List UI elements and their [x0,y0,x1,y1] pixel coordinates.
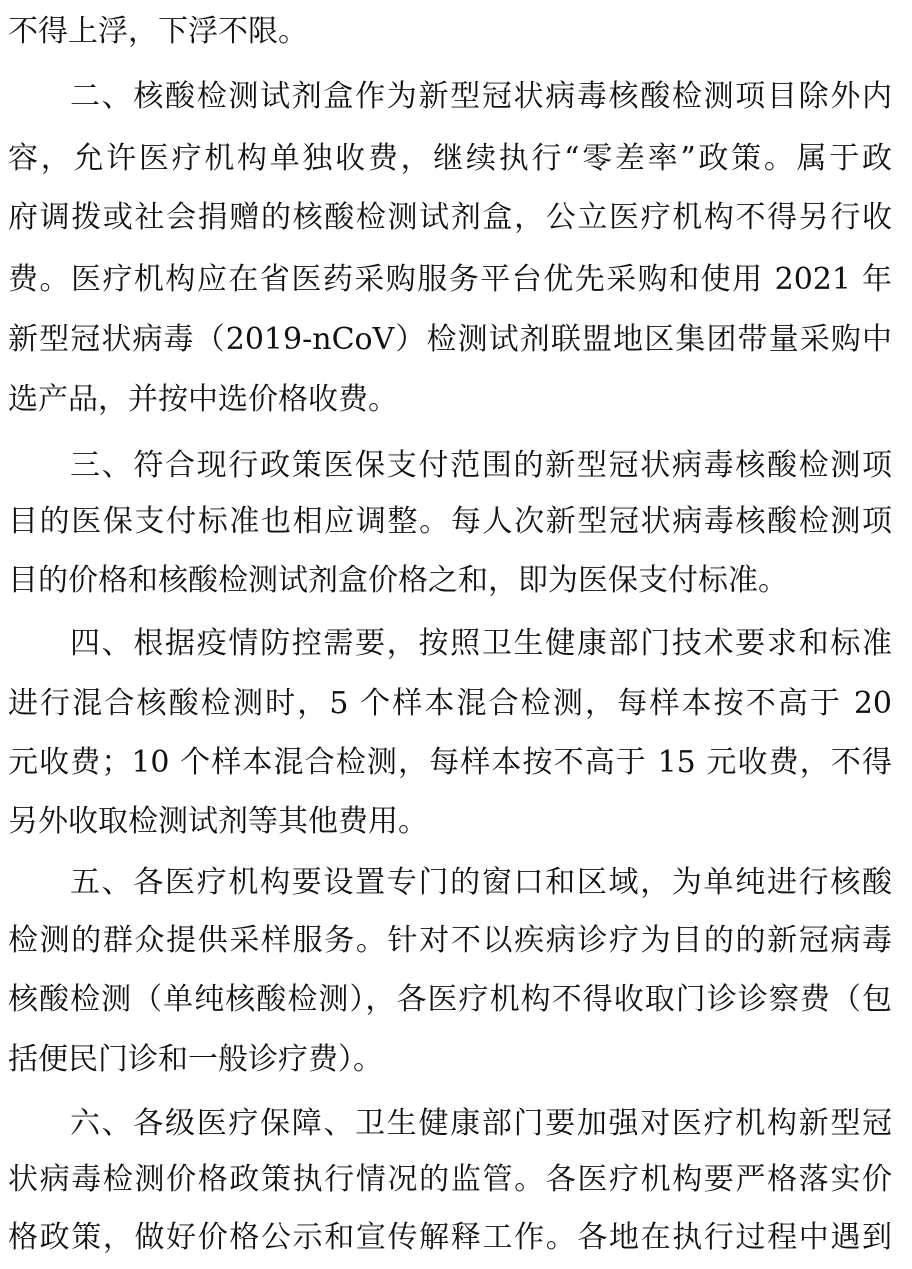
text-line: 五、各医疗机构要设置专门的窗口和区域，为单纯进行核酸 [70,865,892,900]
text-line: 括便民门诊和一般诊疗费）。 [8,1042,383,1077]
text-line: 元收费；10 个样本混合检测，每样本按不高于 15 元收费，不得 [8,745,892,780]
text-line: 状病毒检测价格政策执行情况的监管。各医疗机构要严格落实价 [8,1162,892,1197]
text-line: 目的价格和核酸检测试剂盒价格之和，即为医保支付标准。 [8,563,788,598]
text-line: 三、符合现行政策医保支付范围的新型冠状病毒核酸检测项 [70,448,892,483]
text-line: 费。医疗机构应在省医药采购服务平台优先采购和使用 2021 年 [8,262,892,297]
text-line: 另外收取检测试剂等其他费用。 [8,804,428,839]
text-line: 检测的群众提供采样服务。针对不以疾病诊疗为目的的新冠病毒 [8,923,892,958]
text-line: 不得上浮，下浮不限。 [8,14,308,49]
text-line: 府调拨或社会捐赠的核酸检测试剂盒，公立医疗机构不得另行收 [8,200,892,235]
text-line: 目的医保支付标准也相应调整。每人次新型冠状病毒核酸检测项 [8,504,892,539]
text-line: 六、各级医疗保障、卫生健康部门要加强对医疗机构新型冠 [70,1106,892,1141]
text-line: 格政策，做好价格公示和宣传解释工作。各地在执行过程中遇到 [8,1220,892,1255]
text-line: 容，允许医疗机构单独收费，继续执行“零差率”政策。属于政 [8,141,892,176]
text-line: 四、根据疫情防控需要，按照卫生健康部门技术要求和标准 [70,626,892,661]
text-line: 核酸检测（单纯核酸检测），各医疗机构不得收取门诊诊察费（包 [8,982,892,1017]
text-line: 选产品，并按中选价格收费。 [8,382,398,417]
text-line: 进行混合核酸检测时，5 个样本混合检测，每样本按不高于 20 [8,686,892,721]
text-line: 二、核酸检测试剂盒作为新型冠状病毒核酸检测项目除外内 [70,79,892,114]
text-line: 新型冠状病毒（2019-nCoV）检测试剂联盟地区集团带量采购中 [8,322,892,357]
